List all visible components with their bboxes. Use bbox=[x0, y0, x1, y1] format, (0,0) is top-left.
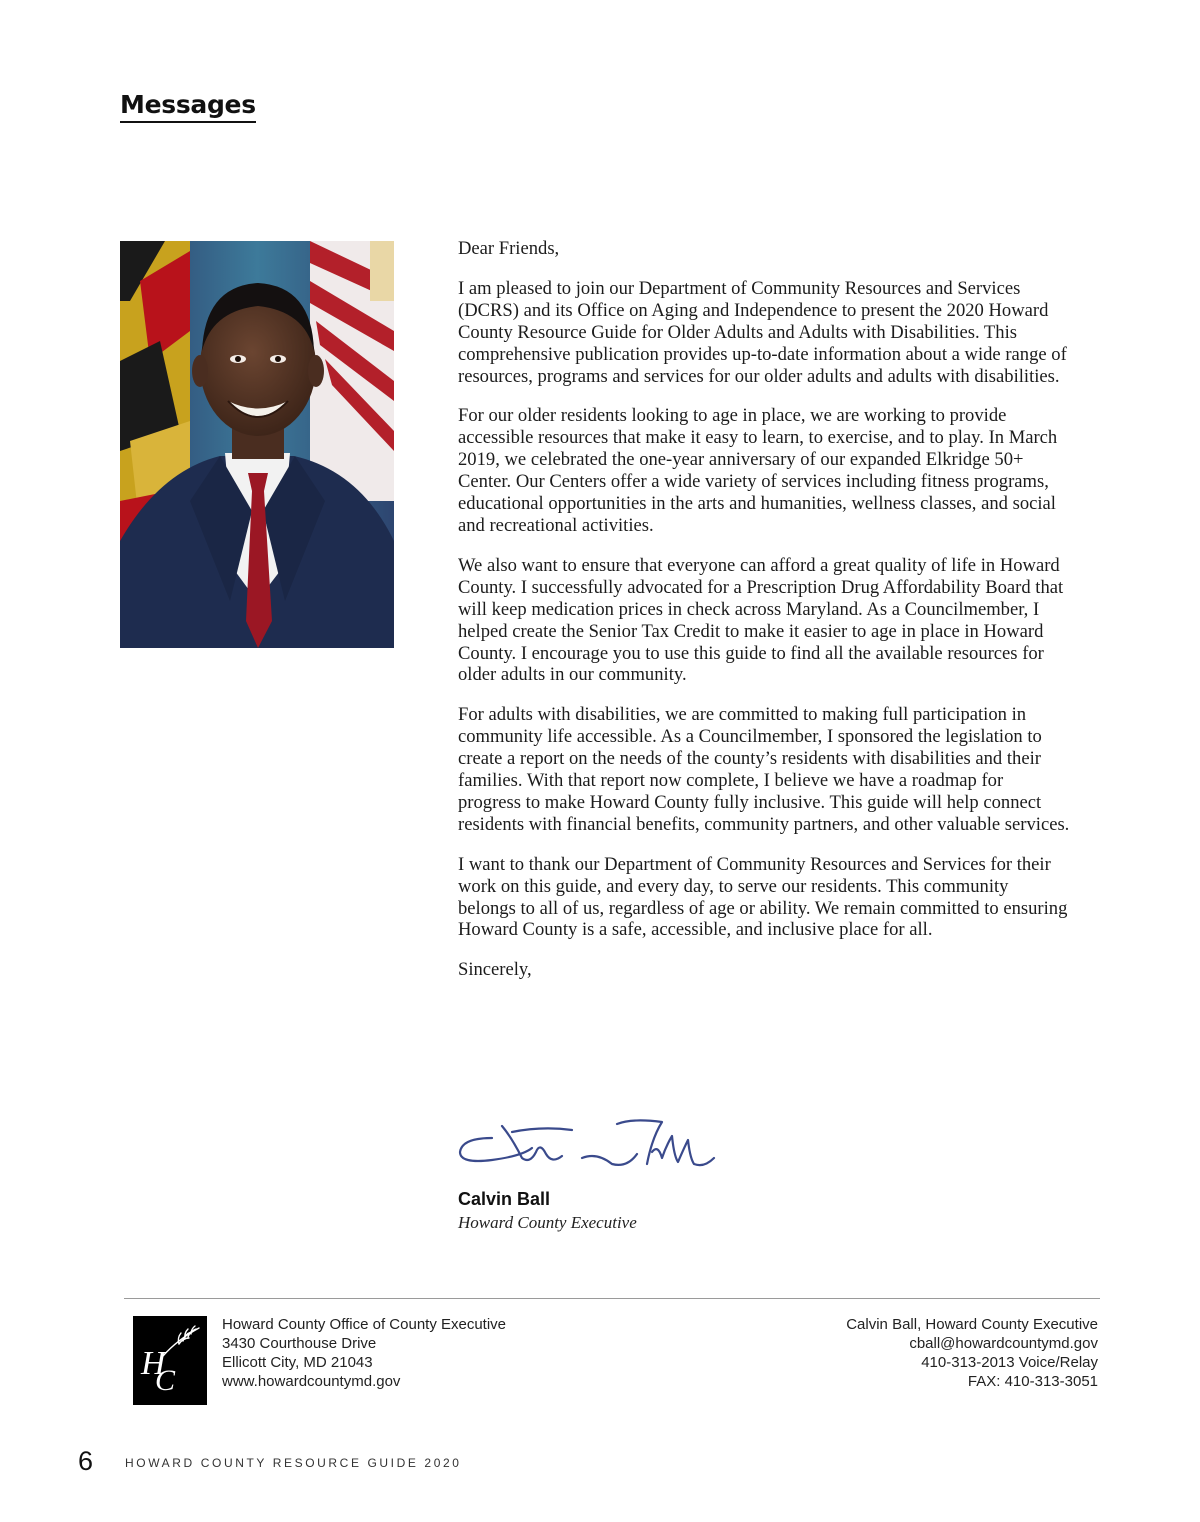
office-name: Howard County Office of County Executive bbox=[222, 1316, 507, 1333]
letter-paragraph: I am pleased to join our Department of Community Resources and Services (DCRS) and its Office on Aging and Independence to present the 2020 Howard County Resource Guide for Older Adults and Adults with Disabilities. This comprehensive publication provides up-to-date information about a wide range of resources, programs and services for our older adults and adults with disabilities. bbox=[458, 277, 1067, 387]
howard-county-logo bbox=[133, 1316, 207, 1405]
footer-divider bbox=[124, 1298, 1100, 1299]
letter-closing: Sincerely, bbox=[458, 959, 532, 981]
letter-paragraph: For adults with disabilities, we are committed to making full participation in community life accessible. As a Councilmember, I sponsored the legislation to create a report on the needs of the county’s residents with disabilities and their families. With that report now complete, I believe we have a roadmap for progress to make Howard County fully inclusive. This guide will help connect residents with financial benefits, community partners, and other valuable services. bbox=[458, 704, 1070, 835]
letter-body bbox=[458, 238, 1070, 981]
office-street: 3430 Courthouse Drive bbox=[222, 1335, 377, 1352]
running-footer-title: HOWARD COUNTY RESOURCE GUIDE 2020 bbox=[125, 1456, 462, 1470]
letter-paragraph: For our older residents looking to age in place, we are working to provide accessible resources that make it easy to learn, to exercise, and to play. In March 2019, we celebrated the one-year anniversary of our expanded Elkridge 50+ Center. Our Centers offer a wide variety of services including fitness programs, educational opportunities in the arts and humanities, wellness classes, and social and recreational activities. bbox=[458, 405, 1058, 536]
letter-paragraph: We also want to ensure that everyone can afford a great quality of life in Howard County. I successfully advocated for a Prescription Drug Affordability Board that will keep medication prices in check across Maryland. As a Councilmember, I helped create the Senior Tax Credit to make it easier to age in place in Howard County. I encourage you to use this guide to find all the available resources for older adults in our community. bbox=[458, 554, 1064, 686]
signer-name: Calvin Ball bbox=[458, 1189, 551, 1209]
page-title: Messages bbox=[120, 90, 256, 123]
handwritten-signature bbox=[452, 1108, 722, 1180]
office-city: Ellicott City, MD 21043 bbox=[222, 1354, 373, 1371]
office-website-link[interactable]: www.howardcountymd.gov bbox=[222, 1373, 401, 1390]
page-number: 6 bbox=[78, 1446, 94, 1476]
letter-paragraph: I want to thank our Department of Community Resources and Services for their work on this guide, and every day, to serve our residents. This community belongs to all of us, regardless of age or ability. We remain committed to ensuring Howard County is a safe, accessible, and inclusive place for all. bbox=[458, 853, 1068, 941]
footer-office-contact bbox=[222, 1315, 506, 1391]
executive-phone: 410-313-2013 Voice/Relay bbox=[921, 1354, 1098, 1371]
svg-text:H: H bbox=[141, 1345, 166, 1382]
footer-executive-contact bbox=[846, 1315, 1098, 1391]
signer-title: Howard County Executive bbox=[458, 1213, 637, 1232]
executive-email-link[interactable]: cball@howardcountymd.gov bbox=[909, 1335, 1098, 1352]
svg-text:C: C bbox=[155, 1364, 176, 1397]
executive-name: Calvin Ball, Howard County Executive bbox=[846, 1316, 1098, 1333]
letter-greeting: Dear Friends, bbox=[458, 238, 560, 259]
portrait-photo bbox=[120, 241, 394, 648]
executive-fax: FAX: 410-313-3051 bbox=[967, 1373, 1098, 1390]
